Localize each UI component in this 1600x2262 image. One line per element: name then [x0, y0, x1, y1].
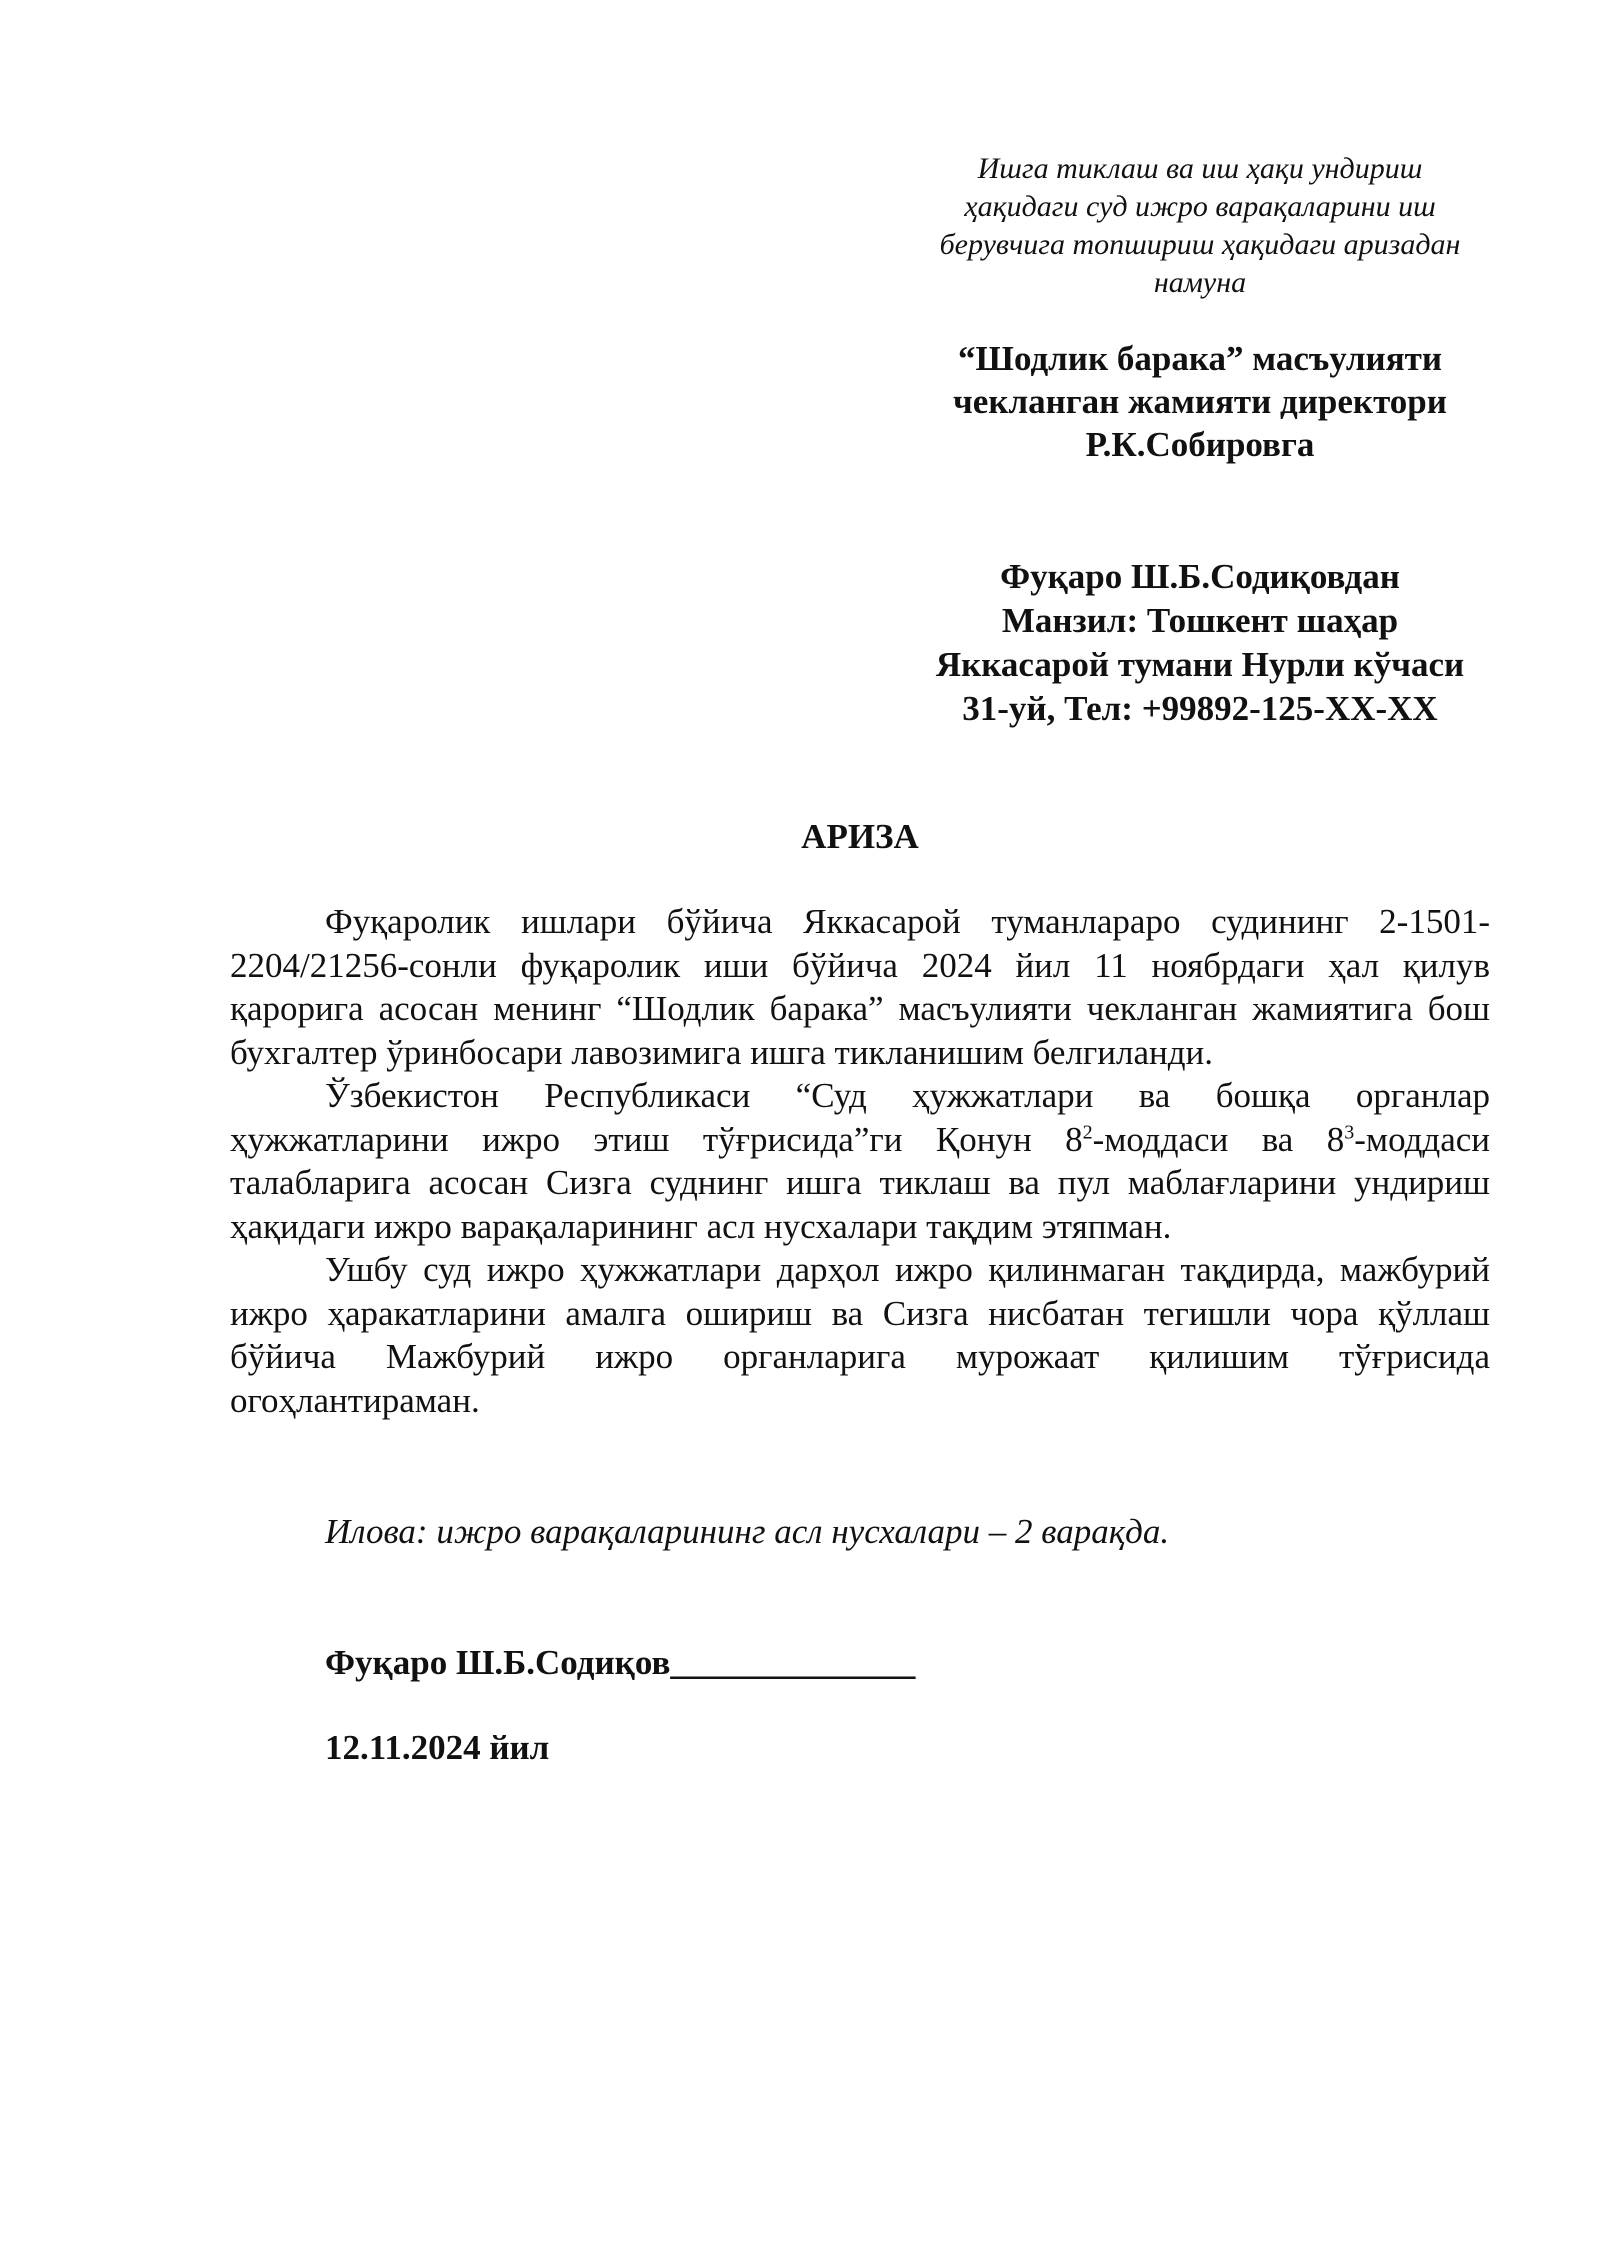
- body-text-segment: -моддаси ва 8: [1092, 1119, 1345, 1159]
- sender-line: Манзил: Тошкент шаҳар: [1001, 601, 1399, 640]
- recipient-block: [880, 337, 1520, 466]
- signature-line: Фуқаро Ш.Б.Содиқов______________: [325, 1643, 916, 1682]
- sender-line: Яккасарой тумани Нурли кўчаси: [935, 645, 1465, 684]
- note-line: берувчига топшириш ҳақидаги аризадан: [939, 228, 1461, 261]
- superscript: 2: [1082, 1120, 1093, 1143]
- superscript: 3: [1344, 1120, 1355, 1143]
- template-note: [880, 150, 1520, 302]
- body-paragraph-1: Фуқаролик ишлари бўйича Яккасарой туманлараро судининг 2-1501-2204/21256-сонли фуқаролик иши бўйича 2024 йил 11 ноябрдаги ҳал қилув қарорига асосан менинг “Шодлик барака” масъулияти чекланган жамиятига бош бухгалтер ўринбосари лавозимига ишга тикланишим белгиланди.: [230, 902, 1490, 1072]
- attachment-note: Илова: ижро варақаларининг асл нусхалари – 2 варақда.: [325, 1512, 1170, 1551]
- document-body: [230, 900, 1490, 1422]
- body-paragraph-3: Ушбу суд ижро ҳужжатлари дарҳол ижро қилинмаган тақдирда, мажбурий ижро ҳаракатларини амалга ошириш ва Сизга нисбатан тегишли чора қўллаш бўйича Мажбурий ижро органларига мурожаат қилишим тўғрисида огоҳлантираман.: [230, 1250, 1490, 1420]
- document-date: 12.11.2024 йил: [325, 1728, 550, 1767]
- note-line: намуна: [1153, 266, 1247, 299]
- body-paragraph-2: [230, 1074, 1490, 1248]
- recipient-line: чекланган жамияти директори: [953, 382, 1447, 421]
- sender-block: [880, 555, 1520, 731]
- sender-line: 31-уй, Тел: +99892-125-XX-XX: [962, 689, 1438, 728]
- note-line: ҳақидаги суд ижро варақаларини иш: [964, 190, 1436, 223]
- recipient-line: Р.К.Собировга: [1085, 425, 1315, 464]
- body-text-segment: -моддаси талабларига асосан Сизга суднинг ишга тиклаш ва пул маблағларини ундириш ҳақидаги ижро варақаларининг асл нусхалари тақдим этяпман.: [230, 1119, 1490, 1246]
- body-text-segment: Ўзбекистон Республикаси “Суд ҳужжатлари ва бошқа органлар ҳужжатларини ижро этиш тўғрисида”ги Қонун 8: [230, 1076, 1490, 1159]
- note-line: Ишга тиклаш ва иш ҳақи ундириш: [977, 152, 1423, 185]
- sender-line: Фуқаро Ш.Б.Содиқовдан: [1000, 557, 1400, 596]
- recipient-line: “Шодлик барака” масъулияти: [958, 339, 1442, 378]
- document-title: АРИЗА: [801, 817, 919, 856]
